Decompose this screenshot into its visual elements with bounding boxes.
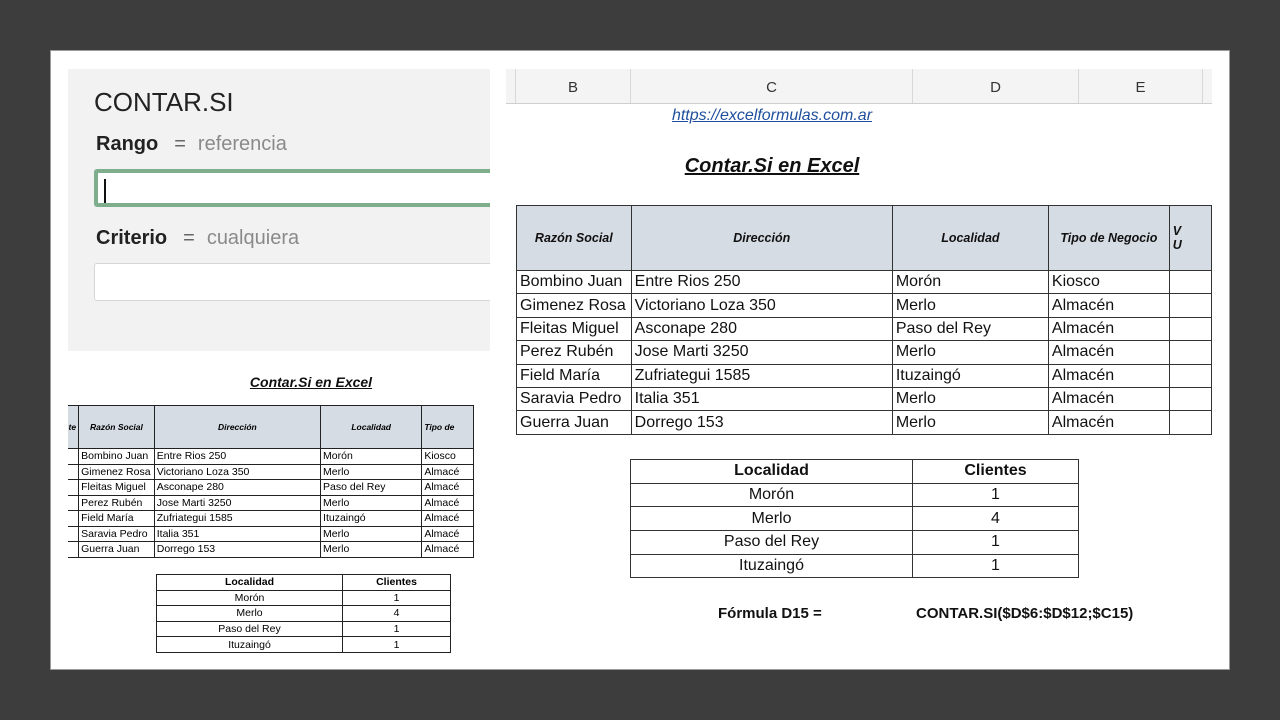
small-header-tipo: Tipo de: [422, 406, 474, 449]
summary-header-localidad: Localidad: [157, 575, 343, 591]
cell[interactable]: 1: [913, 483, 1079, 507]
rango-label: Rango: [96, 133, 159, 155]
cell[interactable]: Gimenez Rosa: [79, 464, 155, 480]
table-row: [68, 526, 474, 542]
function-name-title: CONTAR.SI: [94, 87, 234, 117]
cell[interactable]: 1: [343, 590, 451, 606]
table-row: [68, 480, 474, 496]
cell[interactable]: Field María: [517, 364, 632, 387]
table-row: [517, 271, 1212, 294]
cell[interactable]: 1: [913, 554, 1079, 578]
formula-label: Fórmula D15 =: [718, 605, 822, 622]
cell[interactable]: Morón: [157, 590, 343, 606]
header-cut-fragment: V U: [1169, 206, 1211, 271]
column-header-b[interactable]: B: [516, 69, 631, 103]
cell[interactable]: Ituzaingó: [631, 554, 913, 578]
small-header-direccion: Dirección: [154, 406, 320, 449]
cell[interactable]: Jose Marti 3250: [631, 341, 892, 364]
cell[interactable]: Fleitas Miguel: [517, 317, 632, 340]
cell[interactable]: Asconape 280: [154, 480, 320, 496]
cell[interactable]: Merlo: [892, 294, 1048, 317]
cell[interactable]: Perez Rubén: [517, 341, 632, 364]
cell[interactable]: Merlo: [321, 464, 422, 480]
cell[interactable]: 4: [913, 507, 1079, 531]
cell[interactable]: Dorrego 153: [631, 411, 892, 434]
website-link[interactable]: https://excelformulas.com.ar: [671, 107, 873, 124]
table-row: [517, 317, 1212, 340]
summary-header-clientes: Clientes: [343, 575, 451, 591]
rango-hint: referencia: [197, 133, 287, 155]
cell[interactable]: Paso del Rey: [157, 621, 343, 637]
cell[interactable]: Merlo: [892, 341, 1048, 364]
small-clients-table: [68, 405, 474, 558]
cell[interactable]: Almacén: [1048, 411, 1169, 434]
table-row: [68, 495, 474, 511]
cell[interactable]: Field María: [79, 511, 155, 527]
cell[interactable]: Jose Marti 3250: [154, 495, 320, 511]
cell[interactable]: Morón: [892, 271, 1048, 294]
cell[interactable]: Paso del Rey: [321, 480, 422, 496]
small-header-localidad: Localidad: [321, 406, 422, 449]
cell[interactable]: Perez Rubén: [79, 495, 155, 511]
cell[interactable]: Entre Rios 250: [631, 271, 892, 294]
cell[interactable]: Almacé: [422, 495, 474, 511]
column-header-c[interactable]: C: [631, 69, 913, 103]
criterio-hint: cualquiera: [206, 227, 300, 249]
function-arguments-dialog: [68, 69, 490, 351]
table-row: [631, 507, 1079, 531]
cell[interactable]: Almacén: [1048, 294, 1169, 317]
cell[interactable]: Merlo: [892, 411, 1048, 434]
rango-equals: =: [174, 133, 186, 155]
cell[interactable]: Fleitas Miguel: [79, 480, 155, 496]
table-row: [517, 294, 1212, 317]
cell[interactable]: Saravia Pedro: [517, 387, 632, 410]
cell[interactable]: Ituzaingó: [892, 364, 1048, 387]
table-row: [517, 411, 1212, 434]
table-row: [631, 554, 1079, 578]
cell[interactable]: Morón: [321, 449, 422, 465]
header-razon-social: Razón Social: [517, 206, 632, 271]
column-header-bar: [506, 69, 1212, 104]
rango-input[interactable]: [94, 169, 490, 207]
cell[interactable]: Saravia Pedro: [79, 526, 155, 542]
cell[interactable]: Merlo: [321, 495, 422, 511]
small-summary-table: [156, 574, 451, 653]
table-row: [157, 621, 451, 637]
cell[interactable]: Bombino Juan: [79, 449, 155, 465]
cell[interactable]: Merlo: [631, 507, 913, 531]
sheet-title: Contar.Si en Excel: [684, 155, 860, 177]
summary-header-row: [631, 460, 1079, 484]
cell[interactable]: Asconape 280: [631, 317, 892, 340]
table-row: [68, 511, 474, 527]
table-row: [157, 606, 451, 622]
large-sheet-view: [506, 69, 1212, 653]
cell[interactable]: Almacé: [422, 511, 474, 527]
table-row: [631, 531, 1079, 555]
table-row: [517, 387, 1212, 410]
cell[interactable]: Merlo: [321, 526, 422, 542]
cell[interactable]: Almacén: [1048, 341, 1169, 364]
table-row: [157, 590, 451, 606]
cell[interactable]: Almacé: [422, 526, 474, 542]
summary-table: [630, 459, 1079, 578]
small-sheet-preview: [68, 369, 490, 653]
header-direccion: Dirección: [631, 206, 892, 271]
column-header-d[interactable]: D: [913, 69, 1079, 103]
cell[interactable]: Italia 351: [154, 526, 320, 542]
cell[interactable]: Almacé: [422, 542, 474, 558]
table-row: [68, 449, 474, 465]
small-summary-header: [157, 575, 451, 591]
clients-table: [516, 205, 1212, 435]
cell[interactable]: Bombino Juan: [517, 271, 632, 294]
cell[interactable]: Almacén: [1048, 317, 1169, 340]
cell[interactable]: 1: [913, 531, 1079, 555]
table-row: [68, 542, 474, 558]
cell[interactable]: Zufriategui 1585: [154, 511, 320, 527]
cell[interactable]: Almacén: [1048, 387, 1169, 410]
cell[interactable]: Entre Rios 250: [154, 449, 320, 465]
criterio-equals: =: [183, 227, 195, 249]
summary-header-clientes: Clientes: [913, 460, 1079, 484]
formula-value[interactable]: CONTAR.SI($D$6:$D$12;$C15): [916, 605, 1134, 622]
cell[interactable]: Ituzaingó: [157, 637, 343, 653]
summary-header-localidad: Localidad: [631, 460, 913, 484]
cell[interactable]: Merlo: [321, 542, 422, 558]
cell[interactable]: 4: [343, 606, 451, 622]
criterio-argument-label-row: [96, 227, 299, 250]
cell[interactable]: Kiosco: [422, 449, 474, 465]
small-header-fragment: te: [68, 406, 79, 449]
small-sheet-title: Contar.Si en Excel: [249, 374, 373, 390]
header-tipo-de-negocio: Tipo de Negocio: [1048, 206, 1169, 271]
cell[interactable]: Italia 351: [631, 387, 892, 410]
header-row: [517, 206, 1212, 271]
cell[interactable]: Paso del Rey: [631, 531, 913, 555]
small-header-razon-social: Razón Social: [79, 406, 155, 449]
cell[interactable]: Morón: [631, 483, 913, 507]
cell[interactable]: Almacé: [422, 464, 474, 480]
cell[interactable]: Gimenez Rosa: [517, 294, 632, 317]
cell[interactable]: Almacén: [1048, 364, 1169, 387]
cell[interactable]: Zufriategui 1585: [631, 364, 892, 387]
table-row: [157, 637, 451, 653]
table-row: [517, 341, 1212, 364]
cell[interactable]: Ituzaingó: [321, 511, 422, 527]
cell[interactable]: Paso del Rey: [892, 317, 1048, 340]
table-row: [631, 483, 1079, 507]
rango-argument-label-row: [96, 133, 287, 156]
cell[interactable]: Kiosco: [1048, 271, 1169, 294]
cell[interactable]: Almacé: [422, 480, 474, 496]
table-row: [68, 464, 474, 480]
header-localidad: Localidad: [892, 206, 1048, 271]
text-caret: [104, 179, 106, 203]
cell[interactable]: Guerra Juan: [517, 411, 632, 434]
criterio-label: Criterio: [96, 227, 168, 249]
cell[interactable]: Dorrego 153: [154, 542, 320, 558]
cell[interactable]: 1: [343, 637, 451, 653]
screenshot-frame: [50, 50, 1230, 670]
criterio-input[interactable]: [94, 263, 490, 301]
small-header-row: [68, 406, 474, 449]
cell[interactable]: Victoriano Loza 350: [631, 294, 892, 317]
cell[interactable]: 1: [343, 621, 451, 637]
cell[interactable]: Merlo: [892, 387, 1048, 410]
table-row: [517, 364, 1212, 387]
cell[interactable]: Victoriano Loza 350: [154, 464, 320, 480]
column-header-e[interactable]: E: [1079, 69, 1203, 103]
cell[interactable]: Guerra Juan: [79, 542, 155, 558]
cell[interactable]: Merlo: [157, 606, 343, 622]
